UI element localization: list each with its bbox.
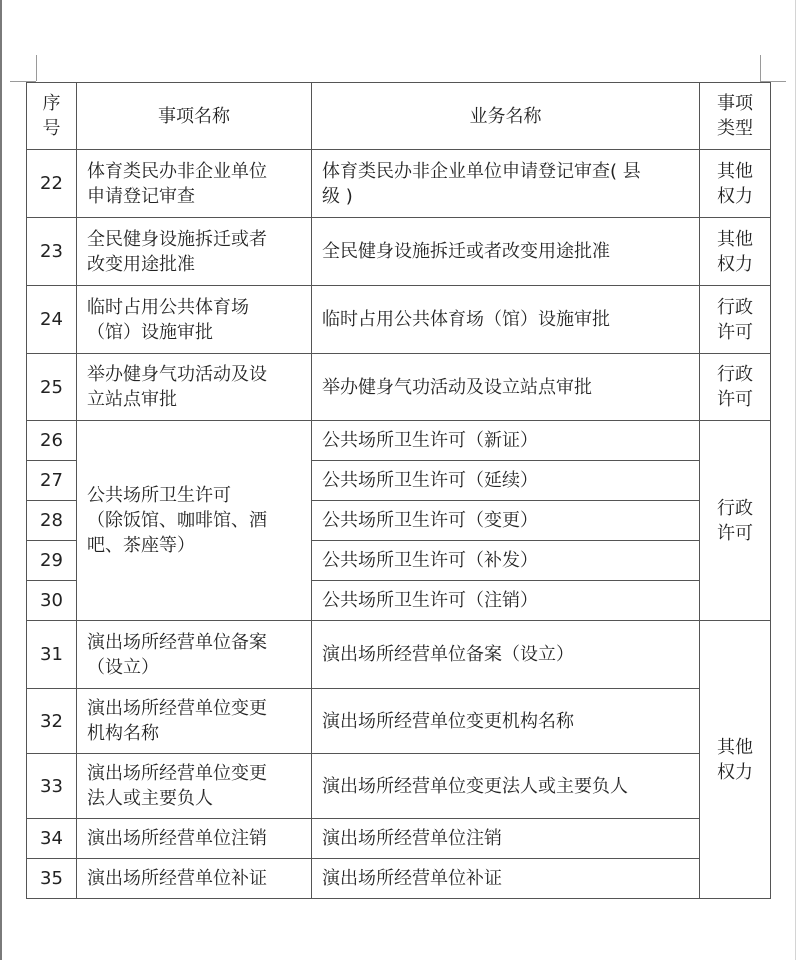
table-row [27,421,771,461]
header-business-name: 业务名称 [312,83,700,150]
table-row [27,354,771,421]
row-business-name: 演出场所经营单位备案（设立） [312,621,700,689]
items-table [26,82,771,899]
crop-mark-top-left [36,55,37,81]
row-seq: 24 [27,286,77,354]
row-seq: 25 [27,354,77,421]
row-business-name: 体育类民办非企业单位申请登记审查( 县 级 ) [312,150,700,218]
row-seq: 29 [27,541,77,581]
row-business-name: 演出场所经营单位变更法人或主要负人 [312,754,700,819]
row-business-name: 公共场所卫生许可（延续） [312,461,700,501]
row-item-name: 演出场所经营单位备案 （设立） [77,621,312,689]
table-row [27,819,771,859]
row-business-name: 全民健身设施拆迁或者改变用途批准 [312,218,700,286]
table-row [27,218,771,286]
table-header-row [27,83,771,150]
row-seq: 32 [27,689,77,754]
row-item-name: 演出场所经营单位注销 [77,819,312,859]
row-item-type: 行政 许可 [700,286,771,354]
table-row [27,150,771,218]
table-row [27,859,771,899]
page-edge-left [0,0,2,960]
row-item-type: 其他 权力 [700,218,771,286]
row-item-type: 行政 许可 [700,354,771,421]
row-seq: 33 [27,754,77,819]
row-item-type-merged: 其他 权力 [700,621,771,899]
row-item-name: 体育类民办非企业单位 申请登记审查 [77,150,312,218]
table-row [27,689,771,754]
row-seq: 31 [27,621,77,689]
row-business-name: 公共场所卫生许可（新证） [312,421,700,461]
row-item-name: 举办健身气功活动及设 立站点审批 [77,354,312,421]
row-business-name: 公共场所卫生许可（注销） [312,581,700,621]
row-seq: 26 [27,421,77,461]
row-business-name: 举办健身气功活动及设立站点审批 [312,354,700,421]
row-seq: 30 [27,581,77,621]
row-item-name: 临时占用公共体育场 （馆）设施审批 [77,286,312,354]
table-row [27,286,771,354]
row-seq: 34 [27,819,77,859]
row-business-name: 临时占用公共体育场（馆）设施审批 [312,286,700,354]
row-item-type-merged: 行政 许可 [700,421,771,621]
row-seq: 28 [27,501,77,541]
row-item-type: 其他 权力 [700,150,771,218]
row-seq: 35 [27,859,77,899]
row-business-name: 公共场所卫生许可（变更） [312,501,700,541]
header-item-type: 事项 类型 [700,83,771,150]
row-business-name: 演出场所经营单位变更机构名称 [312,689,700,754]
row-business-name: 演出场所经营单位补证 [312,859,700,899]
row-seq: 27 [27,461,77,501]
crop-mark-top-right [760,55,761,81]
row-item-name: 演出场所经营单位补证 [77,859,312,899]
row-item-name: 演出场所经营单位变更 机构名称 [77,689,312,754]
row-item-name-merged: 公共场所卫生许可 （除饭馆、咖啡馆、酒 吧、茶座等） [77,421,312,621]
row-item-name: 演出场所经营单位变更 法人或主要负人 [77,754,312,819]
table-row [27,621,771,689]
row-business-name: 演出场所经营单位注销 [312,819,700,859]
row-seq: 22 [27,150,77,218]
header-item-name: 事项名称 [77,83,312,150]
table-row [27,754,771,819]
row-item-name: 全民健身设施拆迁或者 改变用途批准 [77,218,312,286]
row-business-name: 公共场所卫生许可（补发） [312,541,700,581]
row-seq: 23 [27,218,77,286]
header-seq: 序 号 [27,83,77,150]
